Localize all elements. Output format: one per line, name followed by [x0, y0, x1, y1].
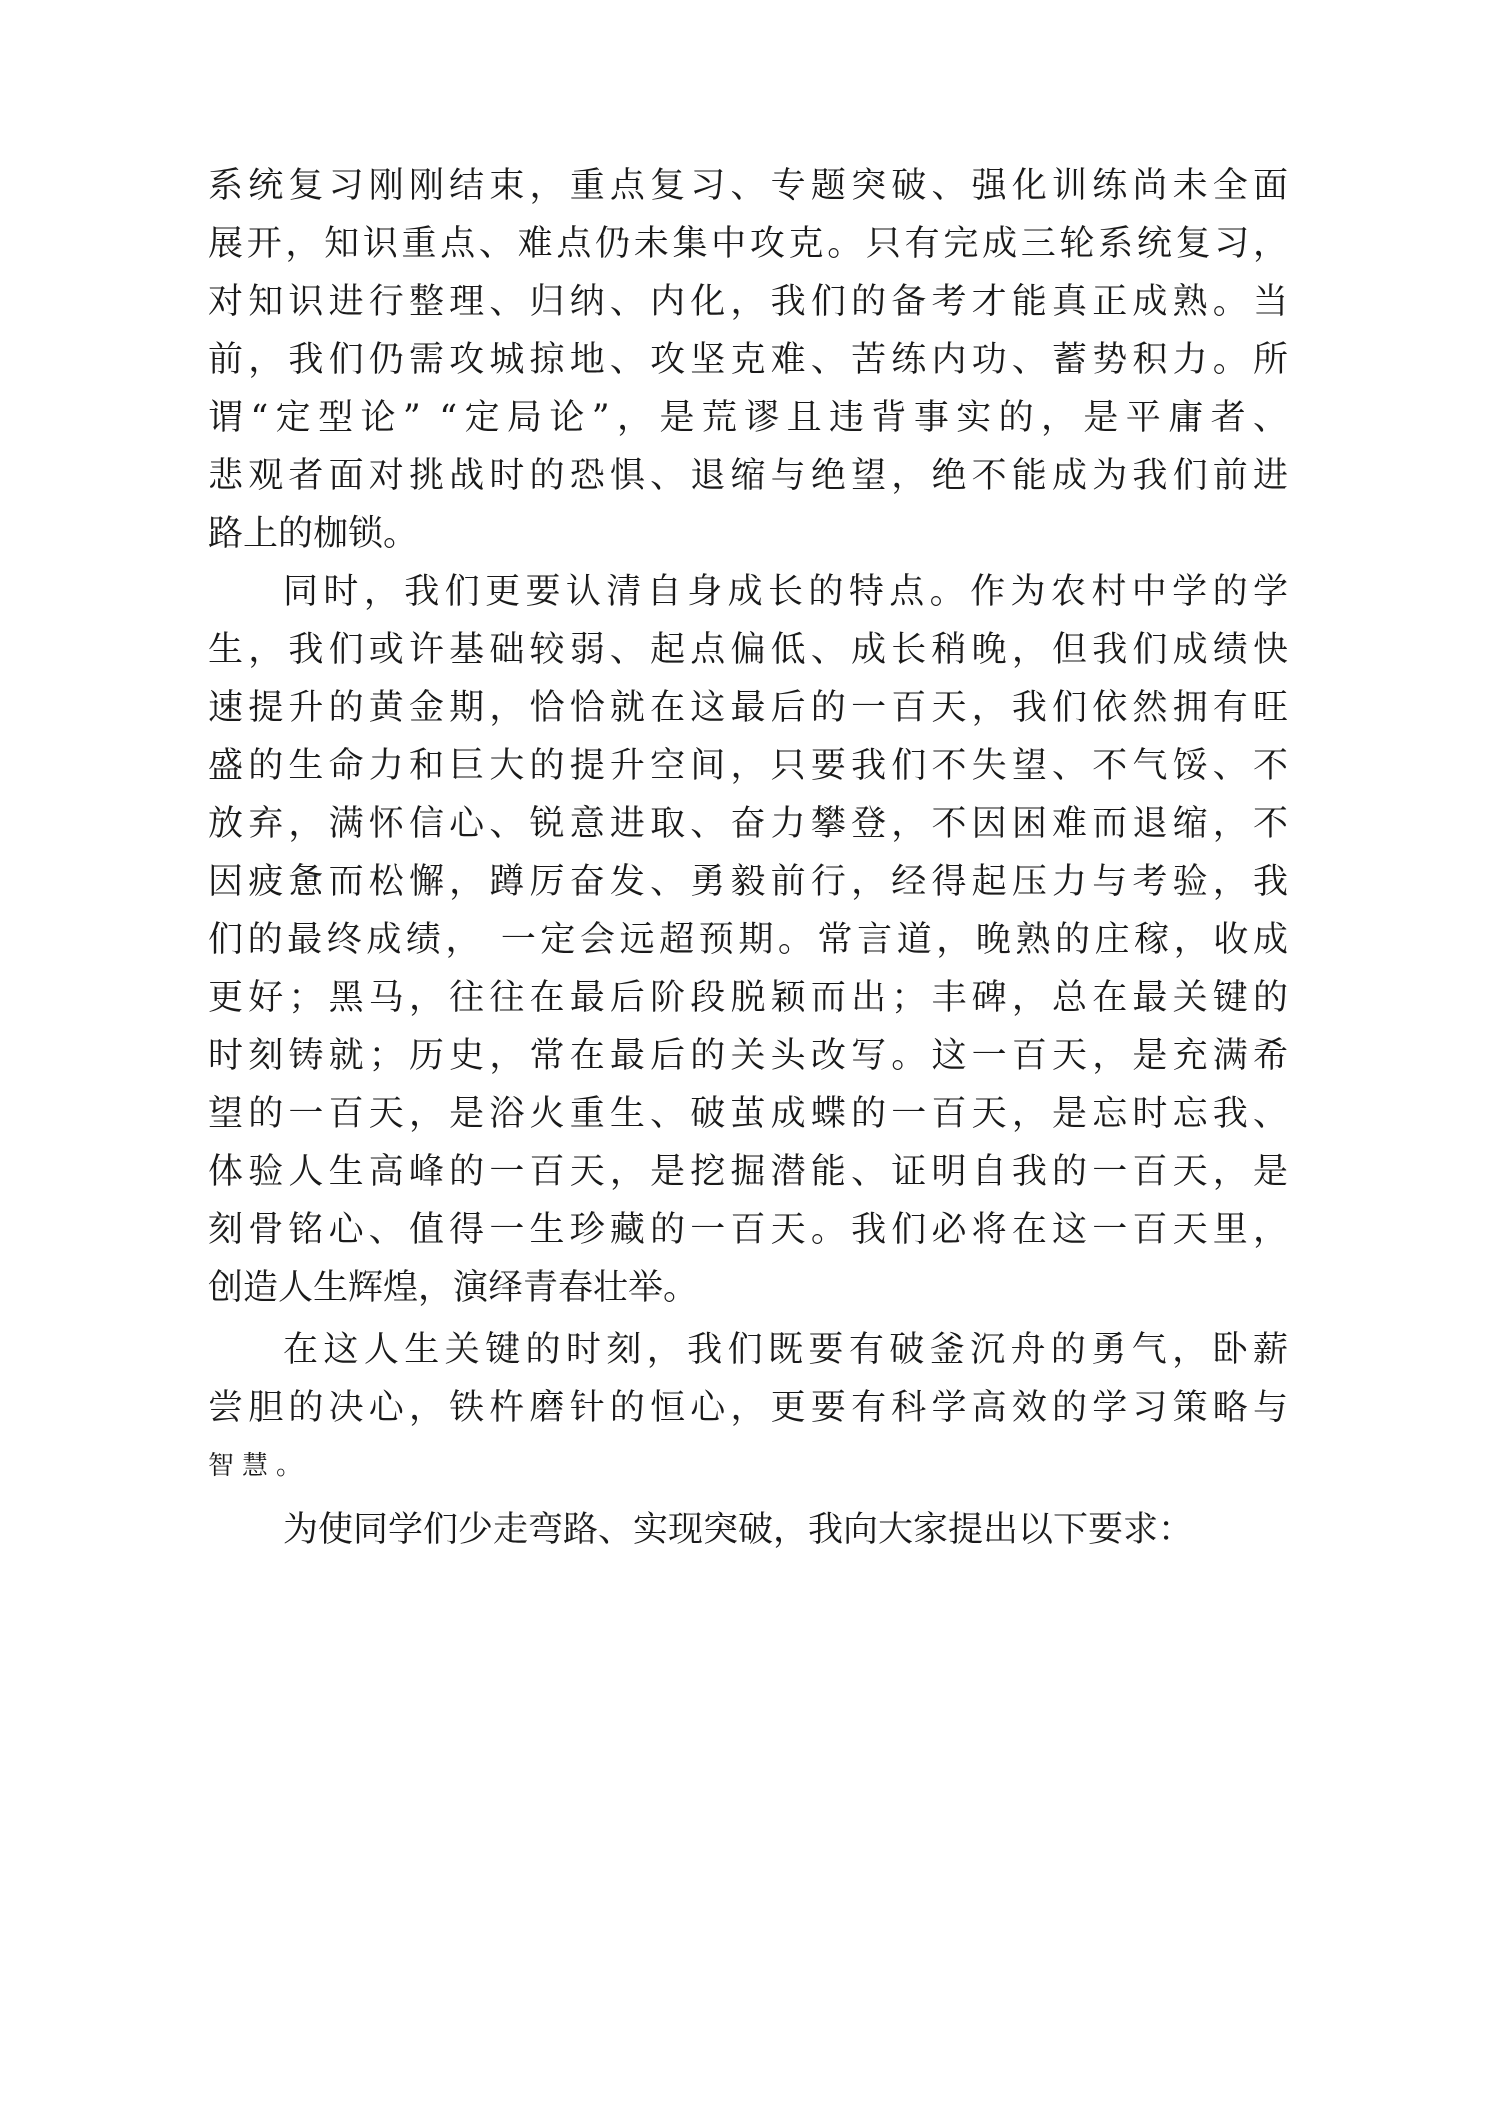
text-line: 为使同学们少走弯路、实现突破，我向大家提出以下要求： [283, 1510, 1194, 1550]
text-line: 路上的枷锁。 [208, 514, 419, 554]
text-line: 创造人生辉煌，演绎青春壮举。 [208, 1268, 699, 1308]
text-line: 盛的生命力和巨大的提升空间，只要我们不失望、不气馁、不 [208, 746, 1288, 786]
text-line: 系统复习刚刚结束，重点复习、专题突破、强化训练尚未全面 [208, 166, 1288, 206]
text-line: 放弃，满怀信心、锐意进取、奋力攀登，不因困难而退缩，不 [208, 804, 1288, 844]
text-line: 对知识进行整理、归纳、内化，我们的备考才能真正成熟。当 [208, 282, 1288, 322]
text-line: 尝胆的决心，铁杵磨针的恒心，更要有科学高效的学习策略与 [208, 1388, 1288, 1428]
text-line: 更好；黑马，往往在最后阶段脱颖而出；丰碑，总在最关键的 [208, 978, 1288, 1018]
text-line: 悲观者面对挑战时的恐惧、退缩与绝望，绝不能成为我们前进 [208, 456, 1288, 496]
text-line: 速提升的黄金期，恰恰就在这最后的一百天，我们依然拥有旺 [208, 688, 1288, 728]
text-line: 刻骨铭心、值得一生珍藏的一百天。我们必将在这一百天里， [208, 1210, 1288, 1250]
text-line: 前，我们仍需攻城掠地、攻坚克难、苦练内功、蓄势积力。所 [208, 340, 1288, 380]
text-line: 生，我们或许基础较弱、起点偏低、成长稍晚，但我们成绩快 [208, 630, 1288, 670]
text-line: 时刻铸就；历史，常在最后的关头改写。这一百天，是充满希 [208, 1036, 1288, 1076]
text-line: 体验人生高峰的一百天，是挖掘潜能、证明自我的一百天，是 [208, 1152, 1288, 1192]
text-line: 因疲惫而松懈，蹲厉奋发、勇毅前行，经得起压力与考验，我 [208, 862, 1288, 902]
text-line: 智慧。 [208, 1451, 311, 1481]
text-line: 展开，知识重点、难点仍未集中攻克。只有完成三轮系统复习， [208, 224, 1288, 264]
text-line: 在这人生关键的时刻，我们既要有破釜沉舟的勇气，卧薪 [283, 1330, 1288, 1370]
text-line: 同时，我们更要认清自身成长的特点。作为农村中学的学 [283, 572, 1288, 612]
text-line: 望的一百天，是浴火重生、破茧成蝶的一百天，是忘时忘我、 [208, 1094, 1288, 1134]
text-line: 们的最终成绩， 一定会远超预期。常言道，晚熟的庄稼，收成 [208, 920, 1288, 960]
text-line: 谓“定型论” “定局论”，是荒谬且违背事实的，是平庸者、 [208, 398, 1288, 438]
